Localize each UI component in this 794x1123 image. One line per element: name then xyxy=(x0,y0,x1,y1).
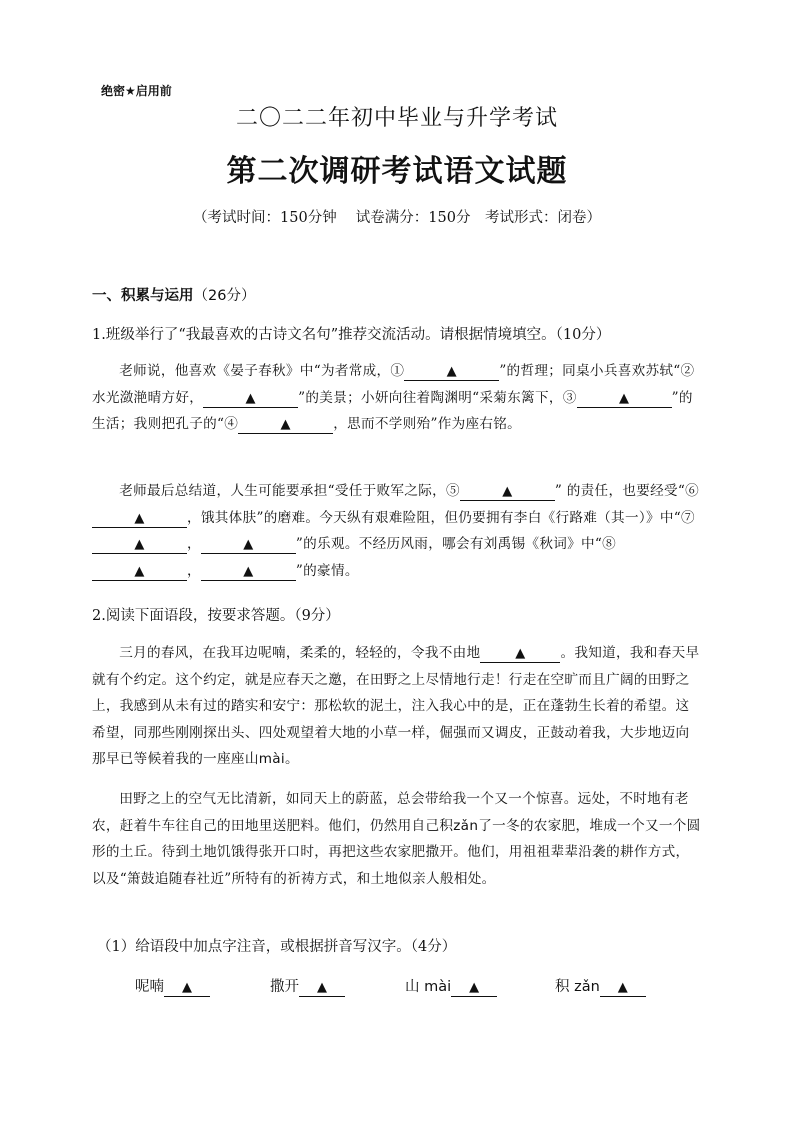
answer-pinyin: zǎn xyxy=(574,979,600,995)
confidential-mark: 绝密★启用前 xyxy=(101,84,172,98)
blank-marker-icon: ▲ xyxy=(182,980,192,995)
text-span: 老师最后总结道，人生可能要承担“受任于败军之际，⑤ xyxy=(119,483,460,499)
text-span: 田野之上的空气无比清新，如同天上的蔚蓝，总会带给我一个又一个惊喜。远处，不时地有老农，赶着牛车往自己的田地里送肥料。他们，仍然用自己积 xyxy=(92,791,689,834)
text-span: ， xyxy=(187,562,201,579)
question-2-paragraph-1 xyxy=(92,640,702,773)
question-1-paragraph-2 xyxy=(92,478,702,584)
answer-blank[interactable] xyxy=(238,416,333,434)
blank-marker-icon: ▲ xyxy=(243,537,254,552)
pinyin-zan: zǎn xyxy=(453,817,479,834)
text-span: ”的哲理；同桌小兵喜欢苏轼“②水光潋滟晴方好， xyxy=(92,363,695,406)
question-2-prompt: 2.阅读下面语段，按要求答题。（9分） xyxy=(92,608,340,624)
answer-item xyxy=(555,975,646,997)
text-span: ”的生活；我则把孔子的“④ xyxy=(92,389,693,432)
answer-blank[interactable] xyxy=(404,363,499,381)
question-1-paragraph-1 xyxy=(92,358,702,438)
section-heading xyxy=(92,284,255,305)
answer-label: 山 xyxy=(405,979,425,995)
sub-question-1: （1）给语段中加点字注音，或根据拼音写汉字。（4分） xyxy=(97,939,457,955)
answer-blank[interactable] xyxy=(480,645,560,663)
text-span: ” 的责任，也要经受“⑥ xyxy=(554,483,700,499)
answer-blank[interactable] xyxy=(451,979,497,997)
text-span: ，思而不学则殆”作为座右铭。 xyxy=(333,416,522,432)
blank-marker-icon: ▲ xyxy=(317,980,327,995)
text-span: ”的乐观。不经历风雨，哪会有刘禹锡《秋词》中“⑧ xyxy=(295,536,617,552)
answer-blank[interactable] xyxy=(201,536,296,554)
blank-marker-icon: ▲ xyxy=(618,390,630,406)
answer-item xyxy=(405,975,497,997)
section-score: （26分） xyxy=(193,288,256,304)
answer-blank[interactable] xyxy=(92,510,187,528)
blank-marker-icon: ▲ xyxy=(245,390,256,406)
blank-marker-icon: ▲ xyxy=(469,980,480,995)
exam-title: 二〇二二年初中毕业与升学考试 xyxy=(235,106,558,131)
question-1-prompt: 1.班级举行了“我最喜欢的古诗文名句”推荐交流活动。请根据情境填空。（10分） xyxy=(92,327,611,343)
blank-marker-icon: ▲ xyxy=(134,510,145,526)
answer-blank[interactable] xyxy=(203,390,298,408)
pinyin-mai: mài xyxy=(258,751,285,767)
answer-blank[interactable] xyxy=(577,390,672,408)
blank-marker-icon: ▲ xyxy=(280,417,291,432)
answer-blank[interactable] xyxy=(201,563,296,581)
exam-subtitle: 第二次调研考试语文试题 xyxy=(226,154,568,189)
exam-meta: （考试时间：150分钟 试卷满分：150分 考试形式：闭卷） xyxy=(193,210,601,226)
answer-item xyxy=(135,975,210,997)
text-span: ， xyxy=(187,536,201,552)
text-span: ”的豪情。 xyxy=(295,562,359,579)
answer-blank[interactable] xyxy=(460,483,555,501)
text-span: 老师说，他喜欢《晏子春秋》中“为者常成，① xyxy=(119,363,405,379)
section-title: 一、积累与运用 xyxy=(92,288,194,304)
answer-blank[interactable] xyxy=(92,563,187,581)
blank-marker-icon: ▲ xyxy=(515,646,526,661)
blank-marker-icon: ▲ xyxy=(446,364,457,379)
answer-blank[interactable] xyxy=(299,979,345,997)
answer-label: 呢喃 xyxy=(135,979,164,995)
answer-label: 撒开 xyxy=(270,979,299,995)
blank-marker-icon: ▲ xyxy=(243,563,254,579)
answer-item xyxy=(270,975,345,997)
text-span: 三月的春风，在我耳边呢喃，柔柔的，轻轻的，令我不由地 xyxy=(119,645,481,661)
answer-blank[interactable] xyxy=(164,979,210,997)
question-2-paragraph-2 xyxy=(92,786,702,892)
blank-marker-icon: ▲ xyxy=(134,563,145,579)
answer-pinyin: mài xyxy=(424,979,452,995)
answer-blank[interactable] xyxy=(92,536,187,554)
blank-marker-icon: ▲ xyxy=(502,484,513,499)
answer-label: 积 xyxy=(555,979,575,995)
text-span: ”的美景；小妍向往着陶渊明“采菊东篱下，③ xyxy=(298,389,577,406)
answer-blank[interactable] xyxy=(600,979,646,997)
blank-marker-icon: ▲ xyxy=(134,537,145,552)
text-span: 了一冬的农家肥，堆成一个又一个圆形的土丘。待到土地饥饿得张开口时，再把这些农家肥撒开。他们，用祖祖辈辈沿袭的耕作方式，以及“箫鼓追随春社近”所特有的祈祷方式，和土地似亲人般相处。 xyxy=(92,817,701,887)
text-span: 。 xyxy=(284,751,299,767)
blank-marker-icon: ▲ xyxy=(617,980,628,995)
text-span: ，饿其体肤”的磨难。今天纵有艰难险阻，但仍要拥有李白《行路难（其一）》中“⑦ xyxy=(187,509,695,526)
text-span: 。我知道，我和春天早就有个约定。这个约定，就是应春天之邀，在田野之上尽情地行走！行走在空旷而且广阔的田野之上，我感到从未有过的踏实和安宁：那松软的泥土，注入我心中的是，正在蓬勃生长着的希望。这希望，同那些刚刚探出头、四处观望着大地的小草一样，倔强而又调皮，正鼓动着我，大步地迈向那早已等候着我的一座座山 xyxy=(92,645,700,767)
